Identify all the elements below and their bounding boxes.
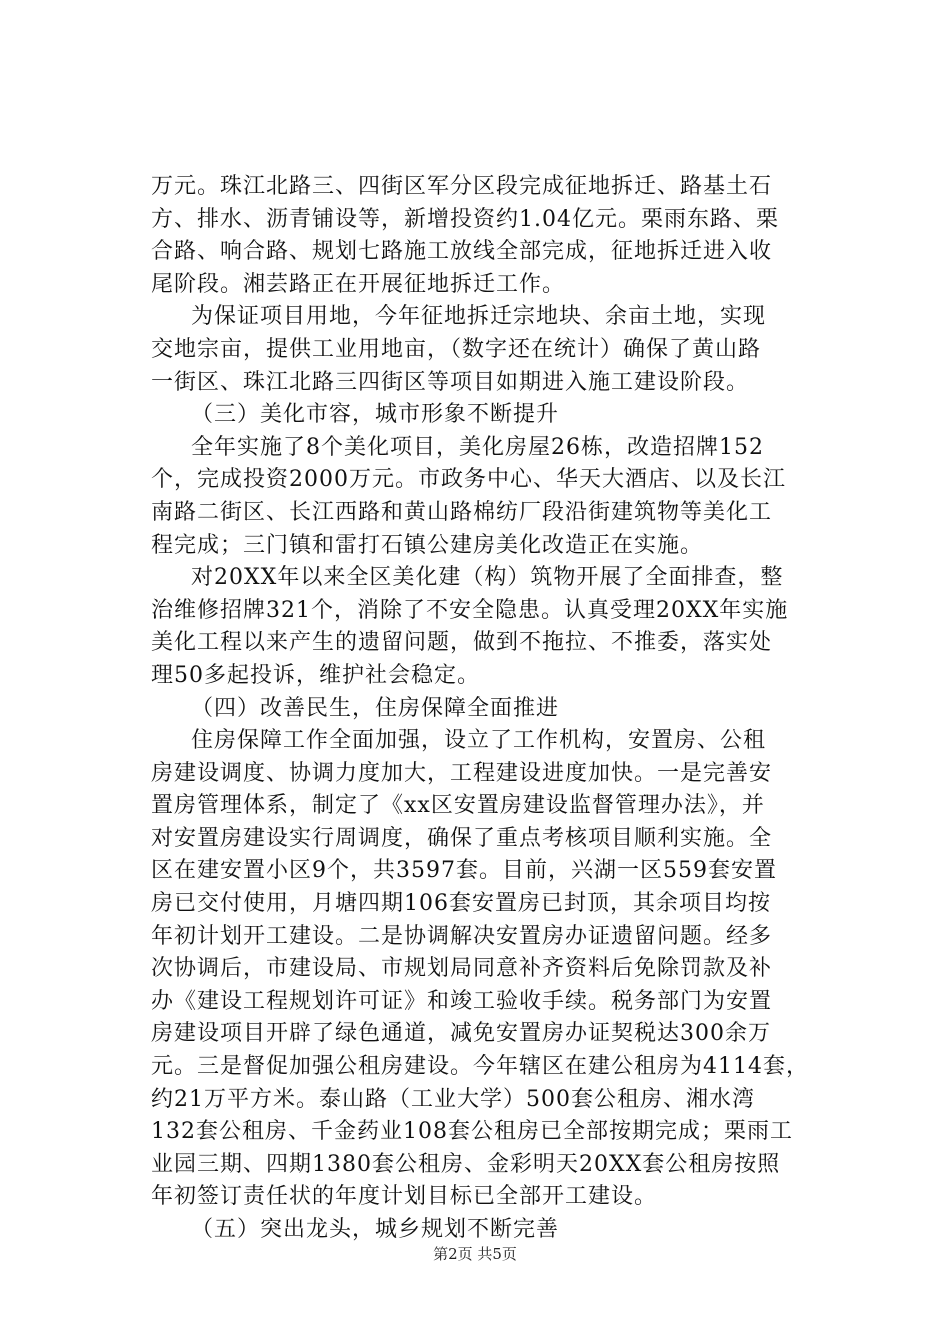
text-line: 万元。珠江北路三、四街区军分区段完成征地拆迁、路基土石 [151,174,773,199]
text-line: （四）改善民生，住房保障全面推进 [191,695,560,721]
text-line: 约21万平方米。泰山路（工业大学）500套公租房、湘水湾 [151,1086,755,1112]
text-line: 区在建安置小区9个，共3597套。目前，兴湖一区559套安置 [151,858,777,884]
text-line: （五）突出龙头，城乡规划不断完善 [191,1217,560,1242]
text-line: 住房保障工作全面加强，设立了工作机构，安置房、公租 [191,728,767,754]
text-line: 方、排水、沥青铺设等，新增投资约1.04亿元。栗雨东路、栗 [151,206,779,232]
text-line: 对安置房建设实行周调度，确保了重点考核项目顺利实施。全 [151,825,773,851]
text-line: 置房管理体系，制定了《xx区安置房建设监督管理办法》，并 [151,793,765,819]
text-line: 美化工程以来产生的遗留问题，做到不拖拉、不推委，落实处 [151,630,773,656]
text-line: 次协调后，市建设局、市规划局同意补齐资料后免除罚款及补 [151,956,773,982]
text-line: 办《建设工程规划许可证》和竣工验收手续。税务部门为安置 [151,988,773,1014]
text-line: 业园三期、四期1380套公租房、金彩明天20XX套公租房按照 [151,1151,781,1177]
text-line: 132套公租房、千金药业108套公租房已全部按期完成；栗雨工 [151,1119,793,1145]
text-line: 交地宗亩，提供工业用地亩，（数字还在统计）确保了黄山路 [151,336,762,362]
page-footer: 第2页 共5页 [433,1245,517,1263]
text-line: 房建设调度、协调力度加大，工程建设进度加快。一是完善安 [151,760,773,786]
text-line: 元。三是督促加强公租房建设。今年辖区在建公租房为4114套， [151,1054,809,1080]
document-body [151,171,811,1247]
text-line: 房已交付使用，月塘四期106套安置房已封顶，其余项目均按 [151,891,771,917]
text-line: 南路二街区、长江西路和黄山路棉纺厂段沿街建筑物等美化工 [151,499,773,525]
text-line: 年初签订责任状的年度计划目标已全部开工建设。 [151,1184,658,1210]
text-line: 年初计划开工建设。二是协调解决安置房办证遗留问题。经多 [151,923,773,949]
text-line: 对20XX年以来全区美化建（构）筑物开展了全面排查，整 [191,565,784,591]
text-line: （三）美化市容，城市形象不断提升 [191,402,560,428]
text-line: 全年实施了8个美化项目，美化房屋26栋，改造招牌152 [191,434,764,460]
text-line: 为保证项目用地，今年征地拆迁宗地块、余亩土地，实现 [191,304,767,330]
text-line: 治维修招牌321个，消除了不安全隐患。认真受理20XX年实施 [151,597,789,623]
text-line: 一街区、珠江北路三四街区等项目如期进入施工建设阶段。 [151,369,750,395]
text-line: 程完成；三门镇和雷打石镇公建房美化改造正在实施。 [151,532,704,558]
text-line: 个，完成投资2000万元。市政务中心、华天大酒店、以及长江 [151,467,786,493]
text-line: 理50多起投诉，维护社会稳定。 [151,662,480,688]
text-line: 合路、响合路、规划七路施工放线全部完成，征地拆迁进入收 [151,239,773,265]
text-line: 房建设项目开辟了绿色通道，减免安置房办证契税达300余万 [151,1021,771,1047]
text-line: 尾阶段。湘芸路正在开展征地拆迁工作。 [151,271,566,297]
